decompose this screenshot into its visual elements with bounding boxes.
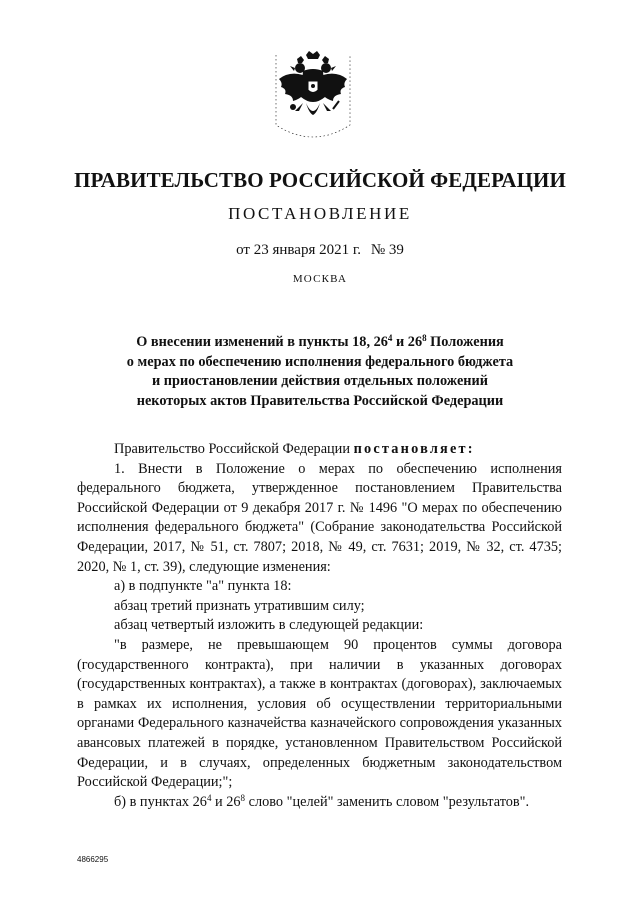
double-headed-eagle-icon xyxy=(273,49,353,143)
document-date-line xyxy=(0,242,640,259)
document-title xyxy=(0,333,640,411)
document-type-heading: ПОСТАНОВЛЕНИЕ xyxy=(228,204,412,223)
organization-heading: ПРАВИТЕЛЬСТВО РОССИЙСКОЙ ФЕДЕРАЦИИ xyxy=(74,168,566,192)
document-date: от 23 января 2021 г. xyxy=(236,242,362,258)
paragraph-3: абзац третий признать утратившим силу; xyxy=(114,597,365,614)
quoted-paragraph: "в размере, не превышающем 90 процентов суммы договора (государственного контракта), при наличии в указанных договорах (государственных контрактах), а также в контрактах (договорах), заключаемых в рамках их исполнения, условия об осуществлении территориальными органами Федерального казначейства казначейского сопровождения указанных авансовых платежей в порядке, установленном Правительством Российской Федерации, и в случаях, определенных бюджетным законодательством Российской Федерации;"; xyxy=(77,636,562,791)
title-line-1: О внесении изменений в пункты 18, $26^4$ и $26^8$ Положения xyxy=(136,333,504,350)
subitem-a-paragraph: а) в подпункте "а" пункта 18: xyxy=(114,578,292,595)
item-1-paragraph: 1. Внести в Положение о мерах по обеспечению исполнения федерального бюджета, утвержденное постановлением Правительства Российской Федерации от 9 декабря 2017 г. № 1496 "О мерах по обеспечению исполнения федерального бюджета" (Собрание законодательства Российской Федерации, 2017, № 51, ст. 7807; 2018, № 49, ст. 7631; 2019, № 32, ст. 4735; 2020, № 1, ст. 39), следующие изменения: xyxy=(77,460,562,575)
paragraph-4: абзац четвертый изложить в следующей редакции: xyxy=(114,617,424,634)
subitem-b-paragraph: б) в пунктах $26^4$ и $26^8$ слово "целей" заменить словом "результатов". xyxy=(114,792,530,810)
document-body xyxy=(77,440,562,812)
title-line-3: и приостановлении действия отдельных положений xyxy=(151,373,489,390)
preamble-paragraph: Правительство Российской Федерации постановляет: xyxy=(114,441,475,457)
document-city: МОСКВА xyxy=(292,273,348,285)
title-line-4: некоторых актов Правительства Российской Федерации xyxy=(136,392,504,409)
title-line-2: о мерах по обеспечению исполнения федерального бюджета xyxy=(126,353,514,370)
document-code: 4866295 xyxy=(77,855,109,864)
document-number: № 39 xyxy=(370,242,404,258)
